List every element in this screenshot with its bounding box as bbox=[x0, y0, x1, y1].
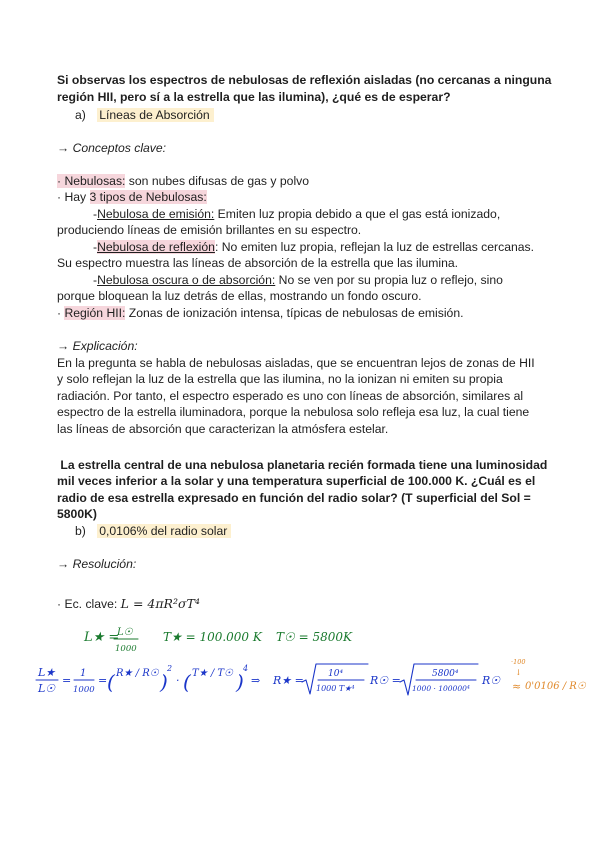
hw-tstar: T★ = 100.000 K bbox=[163, 630, 262, 644]
handwriting-row-1 bbox=[83, 627, 353, 654]
hw-lstar: L★ = bbox=[84, 630, 120, 645]
hw-lsun-den: 1000 bbox=[115, 644, 137, 654]
q2-question-line: La estrella central de una nebulosa planetaria recién formada tiene una luminosidad bbox=[57, 458, 548, 472]
hw-lsun-num: L☉ bbox=[117, 627, 133, 638]
hw-arrow: ⇒ bbox=[251, 674, 261, 687]
resolution-header: → Resolución: bbox=[57, 557, 137, 571]
explanation-line: las líneas de absorción que caracterizan la atmósfera estelar. bbox=[57, 422, 389, 436]
q2-answer-letter: b) bbox=[75, 524, 86, 538]
q2-answer-text: 0,0106% del radio solar bbox=[97, 524, 231, 538]
explanation-line: y solo reflejan la luz de la estrella que las ilumina, no la ionizan ni emiten su propia bbox=[57, 372, 503, 386]
hw-sqrt2-den: 1000 · 100000⁴ bbox=[412, 684, 470, 693]
hw-exp4: 4 bbox=[243, 664, 249, 673]
hii-label: Región HII: bbox=[64, 306, 126, 320]
key-equation-formula: L = 4πR²σT⁴ bbox=[120, 596, 200, 611]
hw-lsun-den2: L☉ bbox=[38, 682, 56, 695]
nebulosas-label: · Nebulosas: bbox=[57, 174, 126, 188]
q1-question-line-1: Si observas los espectros de nebulosas de reflexión aisladas (no cercanas a ninguna bbox=[57, 73, 552, 87]
q2-question-line: 5800K) bbox=[57, 507, 97, 521]
key-equation-label: · Ec. clave: bbox=[57, 597, 121, 611]
hw-ratio-t: T★ / T☉ bbox=[192, 668, 233, 679]
concepts-header: → Conceptos clave: bbox=[57, 141, 167, 155]
emision-text: Emiten luz propia debido a que el gas está ionizado, bbox=[214, 207, 501, 221]
q2-question-line: mil veces inferior a la solar y una temperatura superficial de 100.000 K. ¿Cuál es el bbox=[57, 474, 536, 488]
emision-cont: produciendo líneas de emisión brillantes en su espectro. bbox=[57, 223, 362, 237]
hw-exp2: 2 bbox=[167, 664, 173, 673]
hw-tsun: T☉ = 5800K bbox=[276, 630, 352, 644]
hw-sqrt2-num: 5800⁴ bbox=[432, 669, 459, 679]
hw-result-equals: ≈ bbox=[512, 680, 522, 693]
q1-answer-letter: a) bbox=[75, 108, 86, 122]
explanation-header: → Explicación: bbox=[57, 339, 138, 353]
q1-answer-text: Líneas de Absorción bbox=[97, 108, 213, 122]
hw-rstar: R★ = bbox=[273, 674, 304, 687]
reflexion-label: Nebulosa de reflexión bbox=[97, 240, 215, 254]
hii-prefix: · bbox=[57, 306, 65, 320]
handwriting-row-2 bbox=[36, 664, 501, 695]
nebulosas-text: son nubes difusas de gas y polvo bbox=[125, 174, 310, 188]
reflexion-cont: Su espectro muestra las líneas de absorción de la estrella que las ilumina. bbox=[57, 256, 459, 270]
hw-lstar-num: L★ bbox=[38, 666, 56, 679]
hw-result-note: ·100 bbox=[511, 658, 526, 666]
reflexion-text: : No emiten luz propia, reflejan la luz de estrellas cercanas. bbox=[214, 240, 535, 254]
hw-paren: ) bbox=[236, 670, 244, 694]
oscura-text: No se ven por su propia luz o reflejo, sino bbox=[275, 273, 503, 287]
q1-question-line-2: región HII, pero sí a la estrella que las ilumina), ¿qué es de esperar? bbox=[57, 90, 451, 104]
oscura-label: Nebulosa oscura o de absorción: bbox=[97, 273, 276, 287]
hw-rsun-eq: R☉ = bbox=[370, 674, 401, 687]
oscura-prefix: - bbox=[93, 273, 98, 287]
hw-thousand: 1000 bbox=[73, 685, 95, 695]
types-label: 3 tipos de Nebulosas: bbox=[89, 190, 207, 204]
hw-rsun-tail: R☉ bbox=[482, 674, 501, 687]
hw-paren: ( bbox=[107, 670, 115, 694]
oscura-cont: porque bloquean la luz detrás de ellas, mostrando un fondo oscuro. bbox=[57, 289, 422, 303]
hw-sqrt1-num: 10⁴ bbox=[328, 669, 344, 679]
emision-prefix: - bbox=[93, 207, 98, 221]
explanation-line: radiación. Por tanto, el espectro esperado es uno con líneas de absorción, similares al bbox=[57, 389, 524, 403]
emision-label: Nebulosa de emisión: bbox=[97, 207, 215, 221]
hw-equals: = bbox=[98, 674, 108, 687]
hw-paren: ) bbox=[160, 670, 168, 694]
handwriting-result bbox=[511, 658, 587, 693]
q2-question-line: radio de esa estrella expresado en función del radio solar? (T superficial del Sol = bbox=[57, 491, 531, 505]
explanation-line: En la pregunta se habla de nebulosas aisladas, que se encuentran lejos de zonas de HII bbox=[57, 356, 535, 370]
hii-text: Zonas de ionización intensa, típicas de nebulosas de emisión. bbox=[125, 306, 464, 320]
hw-equals: = bbox=[62, 674, 72, 687]
hw-result: 0'0106 / R☉ bbox=[525, 681, 586, 692]
hw-sqrt1-den: 1000 T★⁴ bbox=[316, 684, 355, 693]
hw-one: 1 bbox=[80, 668, 87, 679]
explanation-line: espectro de la estrella iluminadora, porque la nebulosa solo refleja esa luz, la cual tiene bbox=[57, 405, 530, 419]
hw-ratio-r: R★ / R☉ bbox=[116, 668, 159, 679]
hw-dot: · bbox=[176, 674, 180, 687]
reflexion-prefix: - bbox=[93, 240, 98, 254]
hw-result-arrow: ↓ bbox=[515, 668, 522, 677]
types-prefix: · Hay bbox=[57, 190, 90, 204]
hw-paren: ( bbox=[183, 670, 191, 694]
